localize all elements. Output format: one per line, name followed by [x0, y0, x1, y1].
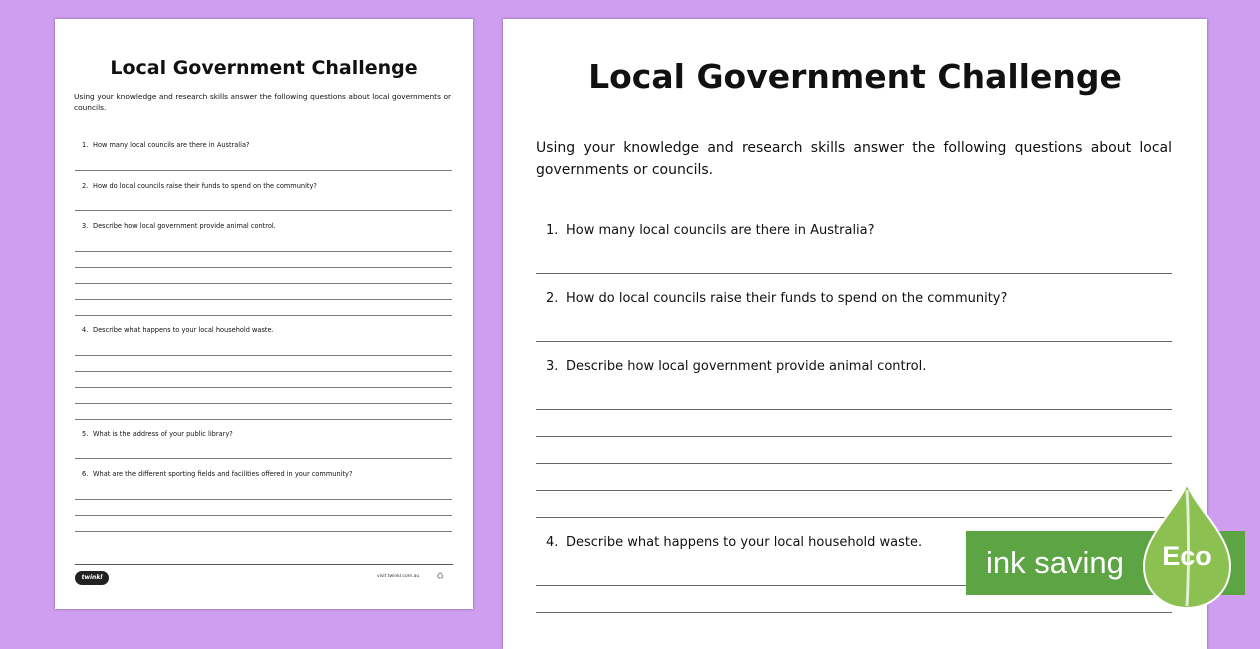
answer-line	[536, 463, 1172, 464]
answer-line	[536, 341, 1172, 342]
footer-site: visit twinkl.com.au	[377, 574, 420, 579]
answer-line	[75, 403, 452, 404]
answer-line	[75, 515, 452, 516]
answer-line	[75, 315, 452, 316]
footer-divider	[75, 564, 453, 565]
question-number: 4.	[546, 535, 559, 550]
question-2	[546, 290, 1007, 308]
answer-line	[536, 273, 1172, 274]
question-1	[546, 222, 875, 240]
question-text: Describe what happens to your local household waste.	[566, 535, 923, 550]
question-text: Describe how local government provide animal control.	[93, 222, 276, 230]
question-1	[82, 140, 250, 150]
question-text: Describe how local government provide animal control.	[566, 359, 927, 374]
answer-line	[75, 387, 452, 388]
answer-line	[536, 490, 1172, 491]
question-text: How many local councils are there in Australia?	[93, 141, 250, 149]
answer-line	[536, 517, 1172, 518]
worksheet-preview-small	[55, 19, 473, 609]
question-number: 1.	[546, 223, 559, 238]
answer-line	[75, 299, 452, 300]
answer-line	[75, 531, 452, 532]
eco-label: Eco	[1162, 541, 1212, 571]
ink-saving-label: ink saving	[986, 545, 1124, 580]
question-number: 3.	[546, 359, 559, 374]
recycle-icon: ♻	[435, 572, 445, 582]
answer-line	[75, 210, 452, 211]
question-text: How many local councils are there in Australia?	[566, 223, 875, 238]
answer-line	[75, 499, 452, 500]
question-text: How do local councils raise their funds to spend on the community?	[566, 291, 1008, 306]
question-number: 5.	[82, 430, 89, 438]
answer-line	[75, 170, 452, 171]
worksheet-title: Local Government Challenge	[588, 57, 1122, 96]
question-text: How do local councils raise their funds to spend on the community?	[93, 182, 317, 190]
question-number: 3.	[82, 222, 89, 230]
question-4	[546, 534, 922, 552]
answer-line	[75, 267, 452, 268]
answer-line	[536, 436, 1172, 437]
answer-line	[75, 419, 452, 420]
question-number: 6.	[82, 470, 89, 478]
eco-drop-icon	[1140, 482, 1234, 614]
question-text: What are the different sporting fields and facilities offered in your community?	[93, 470, 353, 478]
question-number: 2.	[82, 182, 89, 190]
question-number: 1.	[82, 141, 89, 149]
question-number: 2.	[546, 291, 559, 306]
answer-line	[536, 612, 1172, 613]
answer-line	[75, 355, 452, 356]
question-6	[82, 469, 352, 479]
worksheet-intro: Using your knowledge and research skills answer the following questions about local governments or councils.	[74, 92, 451, 112]
answer-line	[75, 251, 452, 252]
question-3	[82, 221, 276, 231]
question-number: 4.	[82, 326, 89, 334]
worksheet-title: Local Government Challenge	[110, 57, 418, 79]
twinkl-logo: twinkl	[75, 571, 109, 585]
question-text: What is the address of your public library?	[93, 430, 233, 438]
question-2	[82, 181, 317, 191]
answer-line	[75, 283, 452, 284]
answer-line	[75, 458, 452, 459]
question-4	[82, 325, 274, 335]
answer-line	[536, 409, 1172, 410]
answer-line	[75, 371, 452, 372]
worksheet-intro: Using your knowledge and research skills answer the following questions about local governments or councils.	[536, 140, 1172, 178]
question-3	[546, 358, 926, 376]
question-5	[82, 429, 233, 439]
question-text: Describe what happens to your local household waste.	[93, 326, 274, 334]
